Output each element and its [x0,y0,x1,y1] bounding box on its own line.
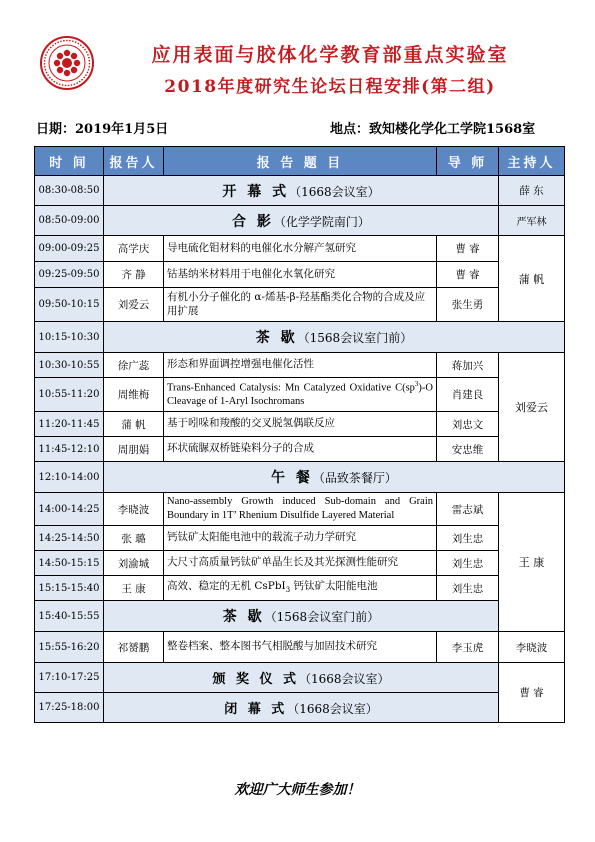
time-cell: 11:45-12:10 [35,437,104,462]
column-header-time: 时 间 [35,147,104,176]
table-row [35,576,565,601]
speaker-cell: 蒲 帆 [104,412,164,437]
session-title: 颁 奖 仪 式 [212,672,300,687]
session-title: 茶 歇 [222,609,265,625]
welcome-note: 欢迎广大师生参加！ [234,782,361,798]
topic-cell: 环状硫脲双桥链染料分子的合成 [164,437,437,462]
speaker-cell: 高学庆 [104,236,164,262]
table-header-row [35,147,565,176]
session-cell [104,601,499,632]
advisor-cell: 雷志斌 [437,493,499,526]
time-cell: 09:00-09:25 [35,236,104,262]
table-row [35,693,565,723]
host-cell: 刘爱云 [499,353,565,462]
topic-cell [164,576,437,601]
table-row [35,462,565,493]
advisor-cell: 刘忠文 [437,412,499,437]
speaker-cell: 周朋娟 [104,437,164,462]
time-cell: 15:40-15:55 [35,601,104,632]
session-location: （1668会议室） [287,702,378,716]
session-cell [104,693,499,723]
advisor-cell: 刘生忠 [437,551,499,576]
session-location: （1668会议室） [289,184,380,199]
host-cell: 王 康 [499,493,565,632]
event-location: 地点：致知楼化学化工学院1568室 [330,122,536,137]
session-cell [104,462,565,493]
topic-cell: Nano-assembly Growth induced Sub-domain and Grain Boundary in 1T’ Rhenium Disulfide Layered Material [164,493,437,526]
schedule-table [34,146,565,723]
session-cell [104,663,499,693]
session-cell [104,176,499,206]
table-row [35,493,565,526]
speaker-cell: 周维梅 [104,378,164,412]
time-cell: 14:50-15:15 [35,551,104,576]
time-cell: 10:30-10:55 [35,353,104,378]
table-row [35,176,565,206]
time-cell: 12:10-14:00 [35,462,104,493]
session-title: 午 餐 [271,470,313,486]
column-header-host: 主持人 [499,147,565,176]
table-row [35,236,565,262]
page-title: 应用表面与胶体化学教育部重点实验室 [151,44,509,66]
session-cell [104,206,499,236]
time-cell: 17:10-17:25 [35,663,104,693]
speaker-cell: 王 康 [104,576,164,601]
session-title: 合 影 [232,213,274,230]
topic-text: 高效、稳定的无机 CsPbI [167,580,286,593]
topic-text: Trans-Enhanced Catalysis: Mn Catalyzed Oxidative C(sp [167,382,415,394]
session-location: （化学学院南门） [273,214,370,229]
topic-cell: 大尺寸高质量钙钛矿单晶生长及其光探测性能研究 [164,551,437,576]
host-cell: 曹 睿 [499,663,565,723]
topic-cell [164,378,437,412]
table-row [35,378,565,412]
advisor-cell: 安忠维 [437,437,499,462]
table-row [35,206,565,236]
advisor-cell: 刘生忠 [437,576,499,601]
topic-text: )-O Cleavage of 1-Aryl Isochromans [167,382,433,408]
speaker-cell: 张 璐 [104,526,164,551]
topic-cell: 有机小分子催化的 α-烯基-β-羟基酯类化合物的合成及应用扩展 [164,288,437,322]
table-row [35,632,565,663]
time-cell: 17:25-18:00 [35,693,104,723]
speaker-cell: 刘爱云 [104,288,164,322]
session-cell [104,322,565,353]
speaker-cell: 祁赟鹏 [104,632,164,663]
table-row [35,412,565,437]
advisor-cell: 李玉虎 [437,632,499,663]
table-row [35,551,565,576]
time-cell: 08:50-09:00 [35,206,104,236]
topic-cell: 整卷档案、整本图书气相脱酸与加固技术研究 [164,632,437,663]
session-title: 闭 幕 式 [224,702,288,717]
time-cell: 10:55-11:20 [35,378,104,412]
table-row [35,288,565,322]
time-cell: 14:00-14:25 [35,493,104,526]
topic-cell: 基于吲哚和羧酸的交叉脱氢偶联反应 [164,412,437,437]
table-row [35,601,565,632]
time-cell: 08:30-08:50 [35,176,104,206]
session-title: 茶 歇 [255,330,298,346]
page-subtitle: 2018年度研究生论坛日程安排(第二组) [164,77,496,97]
topic-cell: 形态和界面调控增强电催化活性 [164,353,437,378]
topic-text: 钙钛矿太阳能电池 [290,580,378,593]
session-location: （品致茶餐厅） [312,471,397,485]
speaker-cell: 徐广蕊 [104,353,164,378]
topic-superscript: 3 [414,380,419,389]
advisor-cell: 蒋加兴 [437,353,499,378]
session-location: （1568会议室门前） [264,610,380,624]
speaker-cell: 李晓波 [104,493,164,526]
table-row [35,437,565,462]
session-title: 开 幕 式 [222,183,290,200]
advisor-cell: 刘生忠 [437,526,499,551]
host-cell: 李晓波 [499,632,565,663]
advisor-cell: 肖建良 [437,378,499,412]
topic-cell: 钙钛矿太阳能电池中的载流子动力学研究 [164,526,437,551]
time-cell: 11:20-11:45 [35,412,104,437]
table-row [35,353,565,378]
table-row [35,322,565,353]
table-row [35,663,565,693]
table-row [35,262,565,288]
time-cell: 09:25-09:50 [35,262,104,288]
session-location: （1668会议室） [299,672,390,686]
column-header-topic: 报 告 题 目 [164,147,437,176]
topic-cell: 导电硫化钼材料的电催化水分解产氢研究 [164,236,437,262]
time-cell: 14:25-14:50 [35,526,104,551]
host-cell: 蒲 帆 [499,236,565,322]
university-seal-logo [40,36,94,90]
speaker-cell: 齐 静 [104,262,164,288]
advisor-cell: 张生勇 [437,288,499,322]
table-row [35,526,565,551]
host-cell: 严军林 [499,206,565,236]
session-location: （1568会议室门前） [297,331,413,345]
time-cell: 15:15-15:40 [35,576,104,601]
speaker-cell: 刘渝城 [104,551,164,576]
column-header-advisor: 导 师 [437,147,499,176]
time-cell: 09:50-10:15 [35,288,104,322]
time-cell: 10:15-10:30 [35,322,104,353]
topic-subscript: 3 [285,586,291,595]
time-cell: 15:55-16:20 [35,632,104,663]
column-header-speaker: 报告人 [104,147,164,176]
topic-cell: 钴基纳米材料用于电催化水氧化研究 [164,262,437,288]
advisor-cell: 曹 睿 [437,236,499,262]
host-cell: 薛 东 [499,176,565,206]
advisor-cell: 曹 睿 [437,262,499,288]
event-date: 日期：2019年1月5日 [36,122,169,137]
